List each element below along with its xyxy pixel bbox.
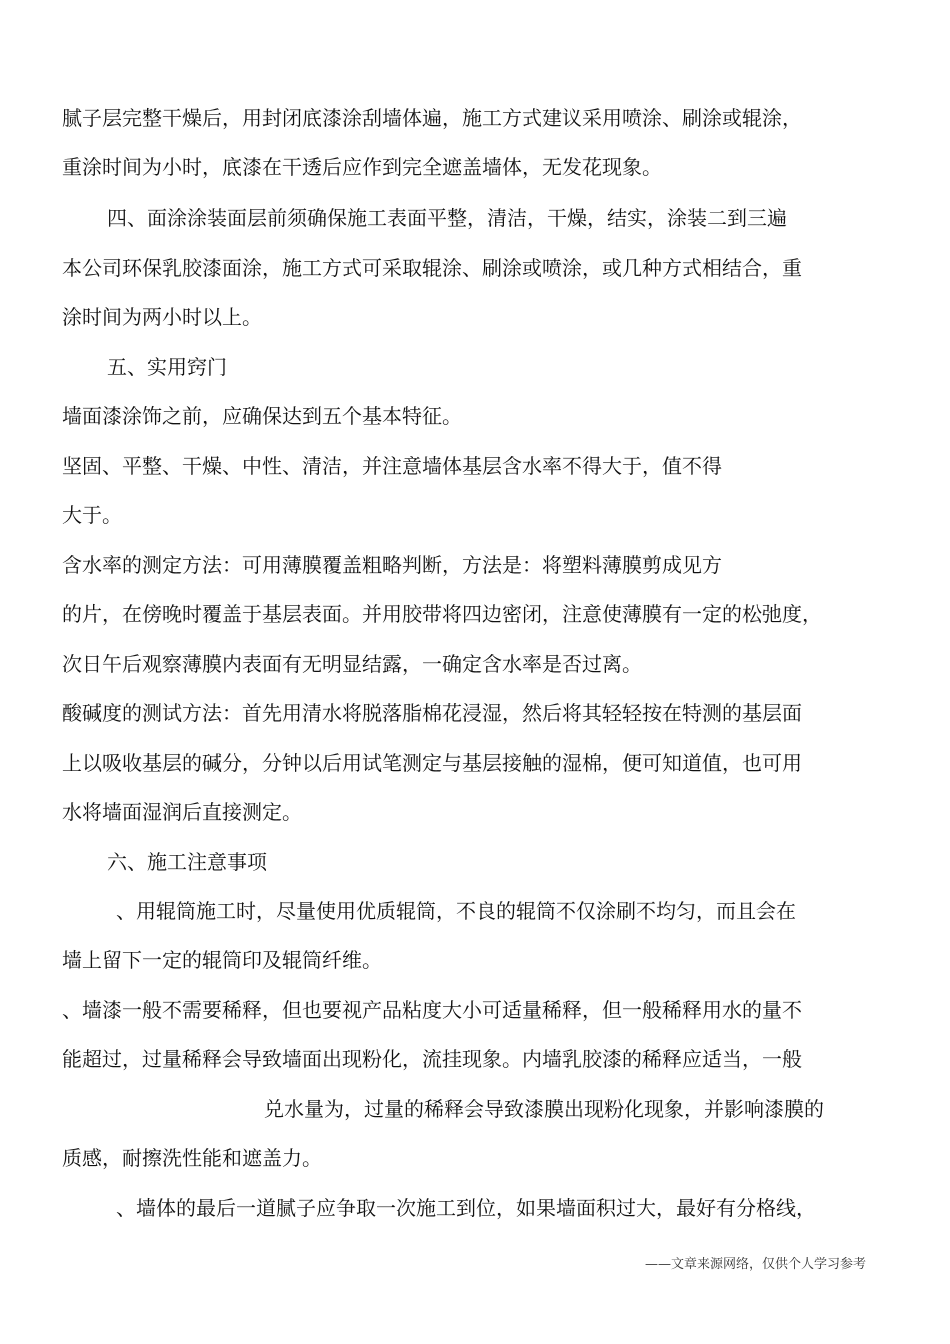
section-heading: 五、实用窍门 bbox=[107, 355, 227, 379]
text-line: 的片，在傍晚时覆盖于基层表面。并用胶带将四边密闭，注意使薄膜有一定的松弛度， bbox=[62, 602, 822, 626]
text-line: 腻子层完整干燥后，用封闭底漆涂刮墙体遍，施工方式建议采用喷涂、刷涂或辊涂， bbox=[62, 106, 802, 130]
text-line: 兑水量为，过量的稀释会导致漆膜出现粉化现象，并影响漆膜的 bbox=[264, 1097, 824, 1121]
text-line: 涂时间为两小时以上。 bbox=[62, 305, 262, 329]
text-line: 酸碱度的测试方法：首先用清水将脱落脂棉花浸湿，然后将其轻轻按在特测的基层面 bbox=[62, 701, 802, 725]
section-heading: 四、面涂涂装面层前须确保施工表面平整，清洁，干燥，结实，涂装二到三遍 bbox=[107, 206, 787, 230]
text-line: 含水率的测定方法：可用薄膜覆盖粗略判断，方法是：将塑料薄膜剪成见方 bbox=[62, 553, 722, 577]
text-line: 、墙漆一般不需要稀释，但也要视产品粘度大小可适量稀释，但一般稀释用水的量不 bbox=[62, 998, 802, 1022]
text-line: 水将墙面湿润后直接测定。 bbox=[62, 800, 302, 824]
text-line: 、用辊筒施工时，尽量使用优质辊筒，不良的辊筒不仅涂刷不均匀，而且会在 bbox=[116, 899, 796, 923]
text-line: 、墙体的最后一道腻子应争取一次施工到位，如果墙面积过大，最好有分格线， bbox=[116, 1196, 816, 1220]
source-footnote: ——文章来源网络，仅供个人学习参考 bbox=[645, 1257, 867, 1272]
text-line: 大于。 bbox=[62, 503, 122, 527]
text-line: 本公司环保乳胶漆面涂，施工方式可采取辊涂、刷涂或喷涂，或几种方式相结合，重 bbox=[62, 256, 802, 280]
text-line: 坚固、平整、干燥、中性、清洁，并注意墙体基层含水率不得大于，值不得 bbox=[62, 454, 722, 478]
text-line: 墙面漆涂饰之前，应确保达到五个基本特征。 bbox=[62, 404, 462, 428]
text-line: 墙上留下一定的辊筒印及辊筒纤维。 bbox=[62, 948, 382, 972]
text-line: 重涂时间为小时，底漆在干透后应作到完全遮盖墙体，无发花现象。 bbox=[62, 155, 662, 179]
text-line: 上以吸收基层的碱分，分钟以后用试笔测定与基层接触的湿棉，便可知道值，也可用 bbox=[62, 751, 802, 775]
text-line: 次日午后观察薄膜内表面有无明显结露，一确定含水率是否过离。 bbox=[62, 652, 642, 676]
section-heading: 六、施工注意事项 bbox=[107, 850, 267, 874]
text-line: 能超过，过量稀释会导致墙面出现粉化，流挂现象。内墙乳胶漆的稀释应适当，一般 bbox=[62, 1047, 802, 1071]
text-line: 质感，耐擦洗性能和遮盖力。 bbox=[62, 1146, 322, 1170]
